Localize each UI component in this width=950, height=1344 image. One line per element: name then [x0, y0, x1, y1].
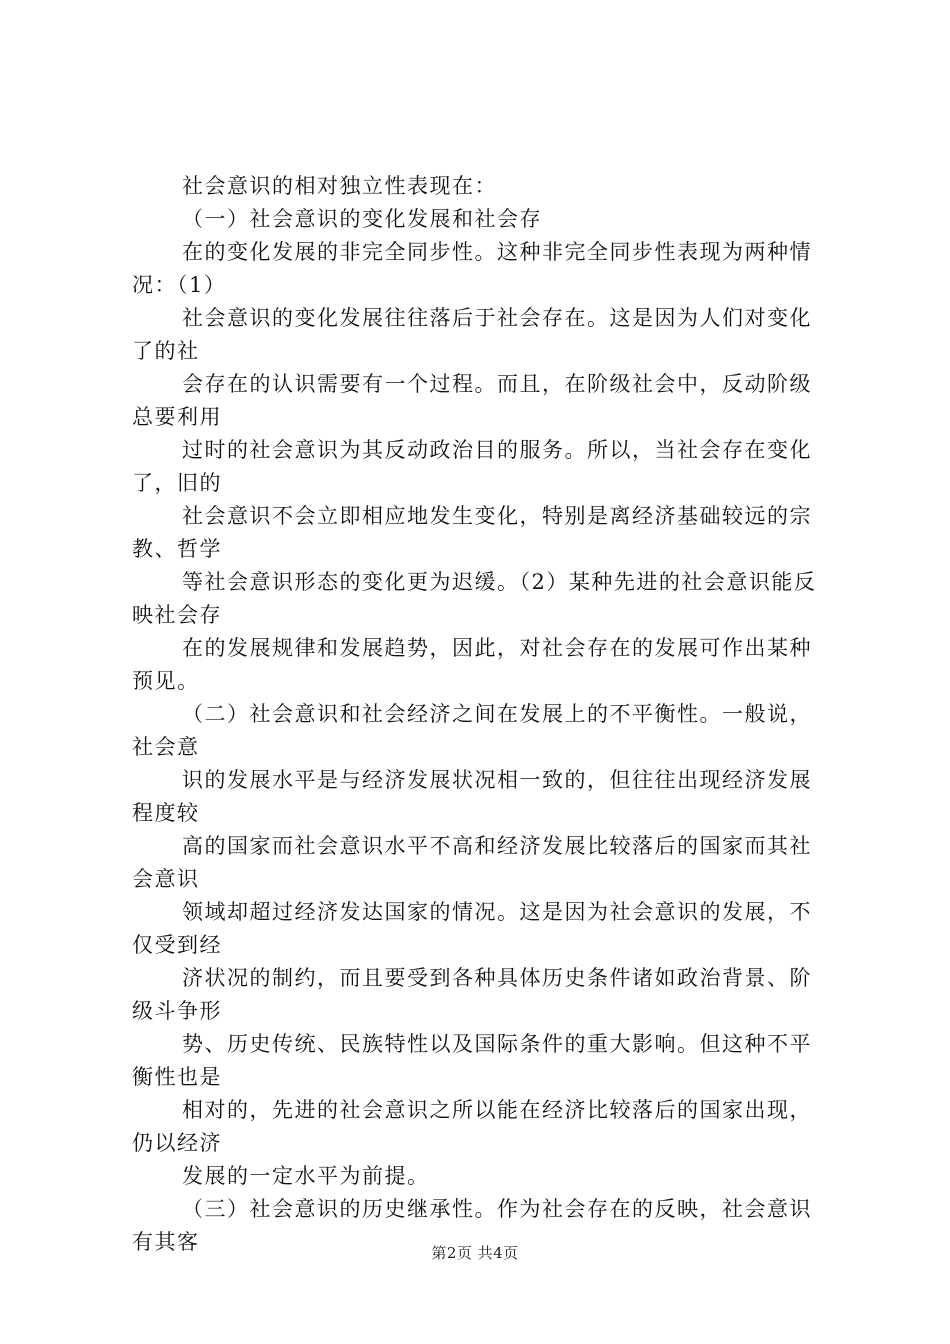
paragraph: （二）社会意识和社会经济之间在发展上的不平衡性。一般说，社会意: [132, 702, 812, 759]
paragraph: 等社会意识形态的变化更为迟缓。（2）某种先进的社会意识能反映社会存: [132, 570, 817, 627]
paragraph: 高的国家而社会意识水平不高和经济发展比较落后的国家而其社会意识: [132, 834, 812, 891]
paragraph: 识的发展水平是与经济发展状况相一致的，但往往出现经济发展程度较: [132, 768, 812, 825]
paragraph: 社会意识的相对独立性表现在：: [182, 174, 497, 198]
paragraph: 会存在的认识需要有一个过程。而且，在阶级社会中，反动阶级总要利用: [132, 372, 812, 429]
paragraph: 在的变化发展的非完全同步性。这种非完全同步性表现为两种情况：（1）: [132, 240, 812, 297]
body-text: [132, 170, 832, 1259]
paragraph: 过时的社会意识为其反动政治目的服务。所以，当社会存在变化了，旧的: [132, 438, 812, 495]
paragraph: （三）社会意识的历史继承性。作为社会存在的反映，社会意识有其客: [132, 1197, 812, 1254]
paragraph: 相对的，先进的社会意识之所以能在经济比较落后的国家出现，仍以经济: [132, 1098, 812, 1155]
paragraph: 领域却超过经济发达国家的情况。这是因为社会意识的发展，不仅受到经: [132, 900, 812, 957]
paragraph: 发展的一定水平为前提。: [182, 1164, 430, 1188]
paragraph: 社会意识不会立即相应地发生变化，特别是离经济基础较远的宗教、哲学: [132, 504, 812, 561]
paragraph: 济状况的制约，而且要受到各种具体历史条件诸如政治背景、阶级斗争形: [132, 966, 812, 1023]
page-number-footer: 第2页 共4页: [431, 1244, 519, 1262]
paragraph: 在的发展规律和发展趋势，因此，对社会存在的发展可作出某种预见。: [132, 636, 812, 693]
paragraph: 社会意识的变化发展往往落后于社会存在。这是因为人们对变化了的社: [132, 306, 812, 363]
paragraph: （一）社会意识的变化发展和社会存: [182, 207, 542, 231]
paragraph: 势、历史传统、民族特性以及国际条件的重大影响。但这种不平衡性也是: [132, 1032, 812, 1089]
